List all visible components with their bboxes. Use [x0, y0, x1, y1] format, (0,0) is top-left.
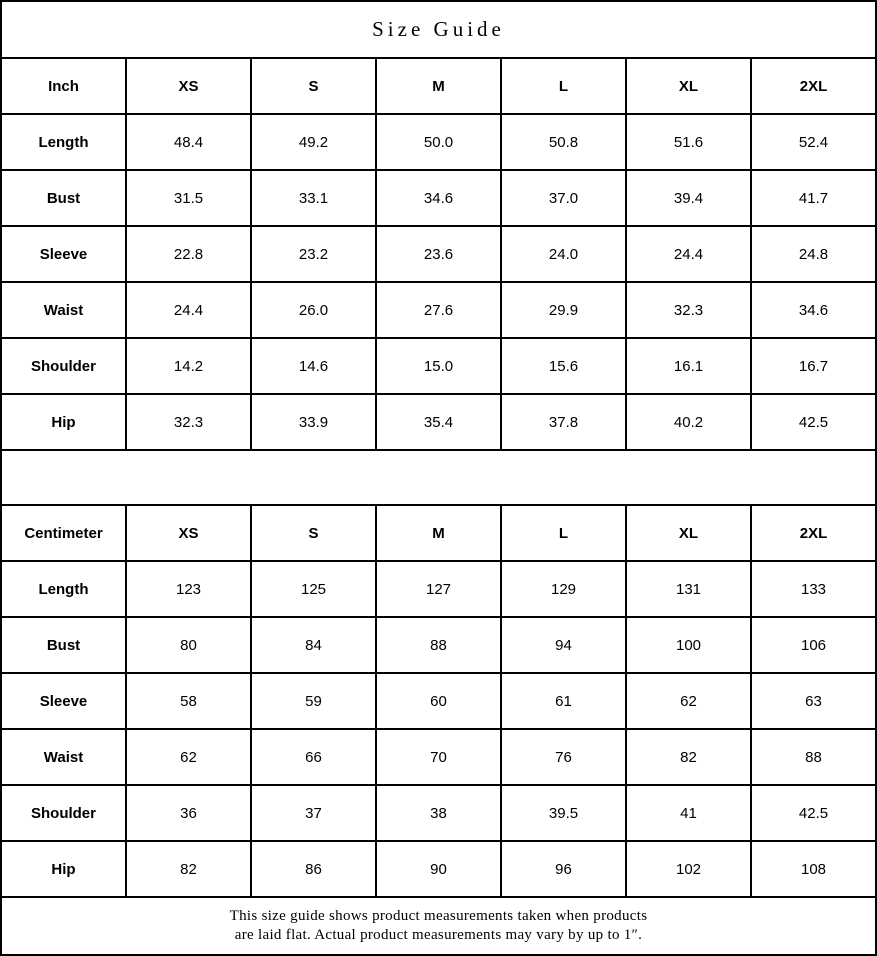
- measurement-value: 100: [626, 617, 751, 673]
- measurement-value: 108: [751, 841, 876, 897]
- inch-header-row: [1, 58, 876, 114]
- measurement-value: 76: [501, 729, 626, 785]
- measurement-value: 131: [626, 561, 751, 617]
- measurement-value: 24.4: [126, 282, 251, 338]
- table-row-hip: [1, 394, 876, 450]
- measurement-value: 123: [126, 561, 251, 617]
- inch-size-table: [0, 57, 877, 451]
- measurement-value: 15.0: [376, 338, 501, 394]
- size-column-header-xl: XL: [626, 505, 751, 561]
- measurement-label: Waist: [1, 282, 126, 338]
- measurement-value: 50.0: [376, 114, 501, 170]
- measurement-value: 42.5: [751, 394, 876, 450]
- measurement-value: 62: [626, 673, 751, 729]
- table-row-shoulder: [1, 785, 876, 841]
- measurement-label: Bust: [1, 617, 126, 673]
- measurement-value: 66: [251, 729, 376, 785]
- measurement-label: Length: [1, 561, 126, 617]
- measurement-value: 86: [251, 841, 376, 897]
- measurement-value: 50.8: [501, 114, 626, 170]
- table-row-hip: [1, 841, 876, 897]
- measurement-value: 60: [376, 673, 501, 729]
- page-title: Size Guide: [0, 0, 877, 57]
- size-column-header-xs: XS: [126, 505, 251, 561]
- measurement-value: 39.5: [501, 785, 626, 841]
- size-column-header-l: L: [501, 58, 626, 114]
- measurement-value: 94: [501, 617, 626, 673]
- measurement-value: 49.2: [251, 114, 376, 170]
- measurement-value: 37.0: [501, 170, 626, 226]
- size-column-header-xs: XS: [126, 58, 251, 114]
- measurement-value: 16.7: [751, 338, 876, 394]
- table-row-length: [1, 114, 876, 170]
- measurement-value: 70: [376, 729, 501, 785]
- measurement-value: 38: [376, 785, 501, 841]
- size-column-header-2xl: 2XL: [751, 505, 876, 561]
- measurement-value: 125: [251, 561, 376, 617]
- measurement-value: 41.7: [751, 170, 876, 226]
- table-row-waist: [1, 282, 876, 338]
- unit-header-centimeter: Centimeter: [1, 505, 126, 561]
- unit-header-inch: Inch: [1, 58, 126, 114]
- measurement-value: 39.4: [626, 170, 751, 226]
- measurement-value: 37.8: [501, 394, 626, 450]
- measurement-value: 51.6: [626, 114, 751, 170]
- table-row-bust: [1, 170, 876, 226]
- measurement-value: 35.4: [376, 394, 501, 450]
- size-column-header-s: S: [251, 58, 376, 114]
- measurement-value: 80: [126, 617, 251, 673]
- measurement-value: 106: [751, 617, 876, 673]
- measurement-value: 88: [376, 617, 501, 673]
- measurement-value: 59: [251, 673, 376, 729]
- table-row-waist: [1, 729, 876, 785]
- size-column-header-l: L: [501, 505, 626, 561]
- measurement-label: Length: [1, 114, 126, 170]
- measurement-value: 129: [501, 561, 626, 617]
- measurement-value: 90: [376, 841, 501, 897]
- measurement-value: 133: [751, 561, 876, 617]
- size-column-header-xl: XL: [626, 58, 751, 114]
- measurement-value: 36: [126, 785, 251, 841]
- measurement-value: 82: [626, 729, 751, 785]
- measurement-value: 33.1: [251, 170, 376, 226]
- measurement-value: 32.3: [626, 282, 751, 338]
- footer-note: [0, 898, 877, 956]
- footer-note-line1: This size guide shows product measurements taken when products: [229, 908, 648, 924]
- measurement-value: 24.4: [626, 226, 751, 282]
- table-gap: [0, 451, 877, 504]
- measurement-value: 14.6: [251, 338, 376, 394]
- measurement-value: 34.6: [376, 170, 501, 226]
- measurement-value: 52.4: [751, 114, 876, 170]
- measurement-value: 82: [126, 841, 251, 897]
- measurement-label: Hip: [1, 394, 126, 450]
- measurement-value: 32.3: [126, 394, 251, 450]
- measurement-value: 23.2: [251, 226, 376, 282]
- measurement-value: 27.6: [376, 282, 501, 338]
- measurement-value: 63: [751, 673, 876, 729]
- measurement-value: 23.6: [376, 226, 501, 282]
- measurement-value: 29.9: [501, 282, 626, 338]
- measurement-value: 61: [501, 673, 626, 729]
- size-column-header-2xl: 2XL: [751, 58, 876, 114]
- table-row-length: [1, 561, 876, 617]
- measurement-label: Sleeve: [1, 226, 126, 282]
- measurement-value: 34.6: [751, 282, 876, 338]
- measurement-value: 15.6: [501, 338, 626, 394]
- measurement-value: 42.5: [751, 785, 876, 841]
- measurement-value: 62: [126, 729, 251, 785]
- measurement-label: Bust: [1, 170, 126, 226]
- measurement-label: Shoulder: [1, 785, 126, 841]
- measurement-value: 127: [376, 561, 501, 617]
- measurement-value: 40.2: [626, 394, 751, 450]
- measurement-value: 33.9: [251, 394, 376, 450]
- measurement-value: 58: [126, 673, 251, 729]
- measurement-value: 102: [626, 841, 751, 897]
- measurement-value: 24.8: [751, 226, 876, 282]
- measurement-value: 88: [751, 729, 876, 785]
- size-column-header-m: M: [376, 505, 501, 561]
- table-row-bust: [1, 617, 876, 673]
- size-column-header-m: M: [376, 58, 501, 114]
- size-column-header-s: S: [251, 505, 376, 561]
- measurement-value: 41: [626, 785, 751, 841]
- table-row-sleeve: [1, 673, 876, 729]
- measurement-label: Shoulder: [1, 338, 126, 394]
- measurement-value: 16.1: [626, 338, 751, 394]
- centimeter-header-row: [1, 505, 876, 561]
- measurement-value: 22.8: [126, 226, 251, 282]
- measurement-label: Waist: [1, 729, 126, 785]
- footer-note-line2: are laid flat. Actual product measurements may vary by up to 1″.: [234, 927, 643, 943]
- table-row-sleeve: [1, 226, 876, 282]
- table-row-shoulder: [1, 338, 876, 394]
- measurement-label: Hip: [1, 841, 126, 897]
- measurement-value: 84: [251, 617, 376, 673]
- measurement-value: 37: [251, 785, 376, 841]
- measurement-value: 14.2: [126, 338, 251, 394]
- centimeter-size-table: [0, 504, 877, 898]
- measurement-value: 48.4: [126, 114, 251, 170]
- measurement-value: 96: [501, 841, 626, 897]
- measurement-value: 31.5: [126, 170, 251, 226]
- measurement-label: Sleeve: [1, 673, 126, 729]
- measurement-value: 26.0: [251, 282, 376, 338]
- measurement-value: 24.0: [501, 226, 626, 282]
